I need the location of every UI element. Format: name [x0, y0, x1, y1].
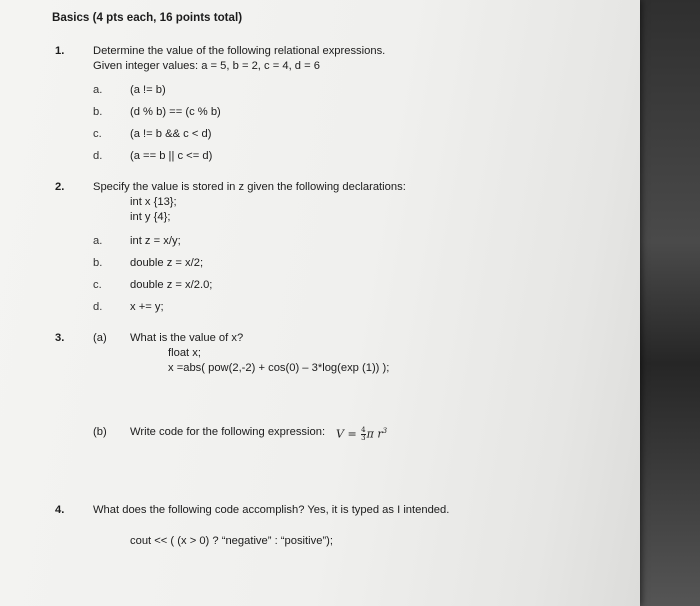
question-3a-prompt: What is the value of x?: [130, 332, 244, 344]
formula-fraction: [361, 427, 365, 442]
question-4-code: cout << ( (x > 0) ? “negative” : “positive”);: [130, 535, 334, 547]
formula-exponent: 3: [382, 427, 388, 435]
question-3-number: 3.: [55, 332, 65, 344]
q1-item-b-letter: b.: [93, 106, 103, 118]
question-2-prompt: Specify the value is stored in z given the following declarations:: [93, 181, 406, 193]
question-3a-code-line-2: x =abs( pow(2,-2) + cos(0) – 3*log(exp (1)) );: [168, 362, 390, 374]
q2-item-c-statement: double z = x/2.0;: [130, 279, 213, 291]
question-1-given: Given integer values: a = 5, b = 2, c = 4, d = 6: [93, 60, 321, 72]
question-1-prompt: Determine the value of the following relational expressions.: [93, 45, 386, 57]
q2-item-b-letter: b.: [93, 257, 103, 269]
question-3a-code-line-1: float x;: [168, 347, 201, 359]
q1-item-c-expression: (a != b && c < d): [130, 128, 212, 140]
question-2-declaration-y: int y {4};: [130, 211, 171, 223]
q1-item-a-letter: a.: [93, 84, 103, 96]
question-4-prompt: What does the following code accomplish? Yes, it is typed as I intended.: [93, 504, 450, 516]
q2-item-d-letter: d.: [93, 301, 103, 313]
q1-item-a-expression: (a != b): [130, 84, 166, 96]
page-title: Basics (4 pts each, 16 points total): [52, 11, 243, 24]
question-1-number: 1.: [55, 45, 65, 57]
formula-equals: =: [347, 427, 357, 441]
q1-item-b-expression: (d % b) == (c % b): [130, 106, 221, 118]
question-4-number: 4.: [55, 504, 65, 516]
formula-rhs: π r: [366, 427, 383, 441]
question-3b-label: (b): [93, 426, 107, 438]
q2-item-a-letter: a.: [93, 235, 103, 247]
q1-item-d-expression: (a == b || c <= d): [130, 150, 213, 162]
formula-lhs: V: [336, 427, 344, 441]
question-3b-prompt: Write code for the following expression:: [130, 426, 326, 438]
background-surface: [630, 0, 700, 606]
q1-item-d-letter: d.: [93, 150, 103, 162]
q2-item-c-letter: c.: [93, 279, 102, 291]
volume-formula: [336, 420, 387, 446]
fraction-numerator: 4: [361, 426, 366, 435]
q2-item-d-statement: x += y;: [130, 301, 164, 313]
question-3a-label: (a): [93, 332, 107, 344]
q2-item-b-statement: double z = x/2;: [130, 257, 204, 269]
fraction-denominator: 3: [361, 434, 366, 443]
question-2-number: 2.: [55, 181, 65, 193]
q1-item-c-letter: c.: [93, 128, 102, 140]
question-2-declaration-x: int x {13};: [130, 196, 177, 208]
q2-item-a-statement: int z = x/y;: [130, 235, 181, 247]
